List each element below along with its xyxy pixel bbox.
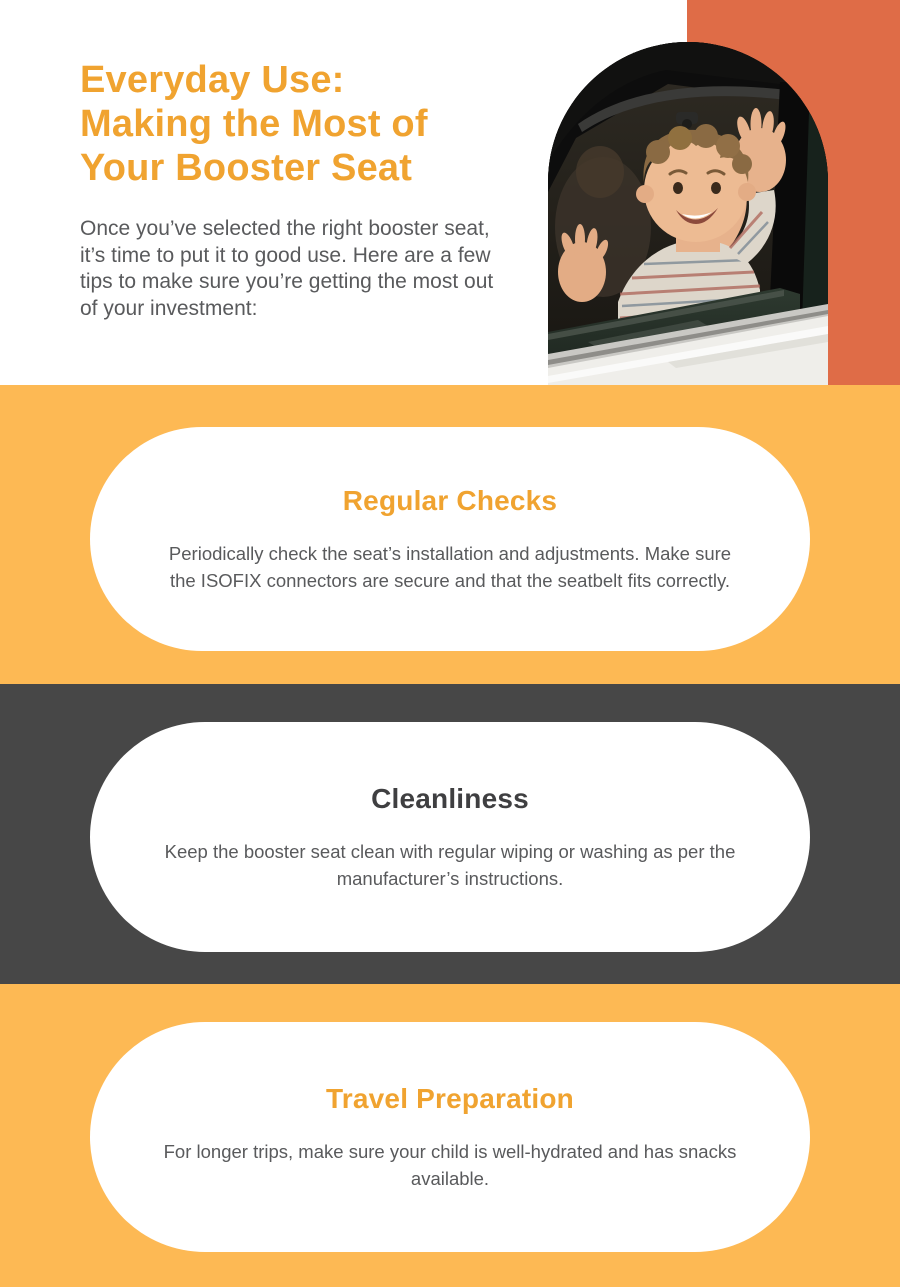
- band-travel-preparation: [0, 984, 900, 1287]
- band-cleanliness: [0, 684, 900, 984]
- child-car-window-illustration: [548, 42, 828, 385]
- page-title-line-2: Making the Most of: [80, 103, 428, 145]
- child-car-window-photo: [548, 42, 828, 385]
- page-title-line-1: Everyday Use:: [80, 59, 345, 101]
- card-heading-cleanliness: Cleanliness: [371, 783, 529, 814]
- card-heading-travel-preparation: Travel Preparation: [326, 1083, 574, 1114]
- card-cleanliness: [90, 722, 810, 952]
- card-travel-preparation: [90, 1022, 810, 1252]
- hero-section: [0, 0, 900, 385]
- card-body-travel-preparation: For longer trips, make sure your child is well-hydrated and has snacks available.: [163, 1141, 737, 1189]
- card-body-regular-checks: Periodically check the seat’s installation and adjustments. Make sure the ISOFIX connectors are secure and that the seatbelt fits correctly.: [168, 543, 732, 591]
- card-heading-regular-checks: Regular Checks: [342, 485, 558, 516]
- page-title: [80, 58, 550, 190]
- card-regular-checks: [90, 427, 810, 651]
- band-regular-checks: [0, 385, 900, 684]
- page-title-line-3: Your Booster Seat: [80, 147, 413, 189]
- intro-paragraph: Once you’ve selected the right booster seat, it’s time to put it to good use. Here are a few tips to make sure you’re getting the most out of your investment:: [80, 217, 494, 320]
- card-body-cleanliness: Keep the booster seat clean with regular wiping or washing as per the manufacturer’s instructions.: [164, 841, 736, 889]
